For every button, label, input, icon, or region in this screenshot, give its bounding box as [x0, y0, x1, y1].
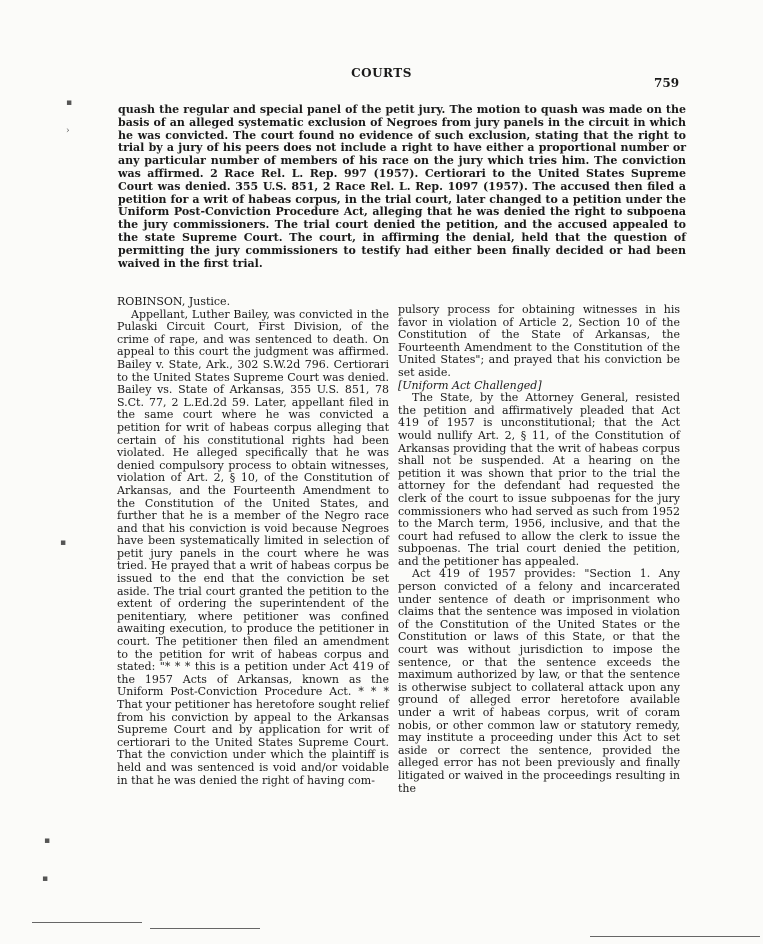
section-subheading: [Uniform Act Challenged]	[398, 378, 542, 392]
opinion-paragraph-3: Act 419 of 1957 provides: "Section 1. Any person convicted of a felony and incarcerated under sentence of death or imprisonment who claims that the sentence was imposed in violation of the Constitution of the United States or the Constitution or laws of this State, or that the court was without jurisdiction to impose the sentence, or that the sentence exceeds the maximum authorized by law, or that the sentence is otherwise subject to collateral attack upon any ground of alleged error heretofore available under a writ of habeas corpus, writ of coram nobis, or other common law or statutory remedy, may institute a proceeding under this Act to set aside or correct the sentence, provided the alleged error has not been previously and finally litigated or waived in the proceedings resulting in the	[398, 567, 680, 795]
running-head: COURTS	[351, 66, 412, 80]
justice-name: ROBINSON, Justice.	[117, 295, 231, 308]
scan-rule	[150, 928, 260, 929]
opinion-paragraph-1-continued: pulsory process for obtaining witnesses in his favor in violation of Article 2, Section 10 of the Constitution of the State of Arkansas, the Fourteenth Amendment to the Constitution of the United States"; and prayed that his conviction be set aside.	[398, 303, 680, 379]
left-column	[117, 296, 389, 787]
margin-mark: ▪	[60, 538, 67, 548]
opinion-paragraph-2: The State, by the Attorney General, resisted the petition and affirmatively pleaded that Act 419 of 1957 is unconstitutional; that the Act would nullify Art. 2, § 11, of the Constitution of Arkansas providing that the writ of habeas corpus shall not be suspended. At a hearing on the petition it was shown that prior to the trial the attorney for the defendant had requested the clerk of the court to issue subpoenas for the jury commissioners who had served as such from 1952 to the March term, 1956, inclusive, and that the court had refused to allow the clerk to issue the subpoenas. The trial court denied the petition, and the petitioner has appealed.	[398, 391, 680, 568]
right-column	[398, 304, 680, 795]
margin-mark: ▪	[66, 98, 73, 108]
scan-rule	[32, 922, 142, 923]
margin-mark: ▪	[44, 836, 51, 846]
scan-rule	[590, 936, 760, 937]
margin-mark: ▪	[42, 874, 49, 884]
headnote: quash the regular and special panel of the petit jury. The motion to quash was made on the basis of an alleged systematic exclusion of Negroes from jury panels in the circuit in which he was convicted. The court found no evidence of such exclusion, stating that the right to trial by a jury of his peers does not include a right to have either a proportional number or any particular number of members of his race on the jury which tries him. The conviction was affirmed. 2 Race Rel. L. Rep. 997 (1957). Certiorari to the United States Supreme Court was denied. 355 U.S. 851, 2 Race Rel. L. Rep. 1097 (1957). The accused then filed a petition for a writ of habeas corpus, in the trial court, later changed to a petition under the Uniform Post-Conviction Procedure Act, alleging that he was denied the right to subpoena the jury commissioners. The trial court denied the petition, and the accused appealed to the state Supreme Court. The court, in affirming the denial, held that the question of permitting the jury commissioners to testify had either been finally decided or had been waived in the first trial.	[118, 103, 686, 270]
page-number: 759	[654, 76, 680, 90]
margin-mark: ›	[66, 126, 70, 136]
opinion-paragraph-1: Appellant, Luther Bailey, was convicted in the Pulaski Circuit Court, First Division, of the crime of rape, and was sentenced to death. On appeal to this court the judgment was affirmed. Bailey v. State, Ark., 302 S.W.2d 796. Certiorari to the United States Supreme Court was denied. Bailey vs. State of Arkansas, 355 U.S. 851, 78 S.Ct. 77, 2 L.Ed.2d 59. Later, appellant filed in the same court where he was convicted a petition for writ of habeas corpus alleging that certain of his constitutional rights had been violated. He alleged specifically that he was denied compulsory process to obtain witnesses, violation of Art. 2, § 10, of the Constitution of Arkansas, and the Fourteenth Amendment to the Constitution of the United States, and further that he is a member of the Negro race and that his conviction is void because Negroes have been systematically limited in selection of petit jury panels in the court where he was tried. He prayed that a writ of habeas corpus be issued to the end that the conviction be set aside. The trial court granted the petition to the extent of ordering the superintendent of the penitentiary, where petitioner was confined awaiting execution, to produce the petitioner in court. The petitioner then filed an amendment to the petition for writ of habeas corpus and stated: "* * * this is a petition under Act 419 of the 1957 Acts of Arkansas, known as the Uniform Post-Conviction Procedure Act. * * * That your petitioner has heretofore sought relief from his conviction by appeal to the Arkansas Supreme Court and by application for writ of certiorari to the United States Supreme Court. That the conviction under which the plaintiff is held and was sentenced is void and/or voidable in that he was denied the right of having com-	[117, 307, 389, 787]
